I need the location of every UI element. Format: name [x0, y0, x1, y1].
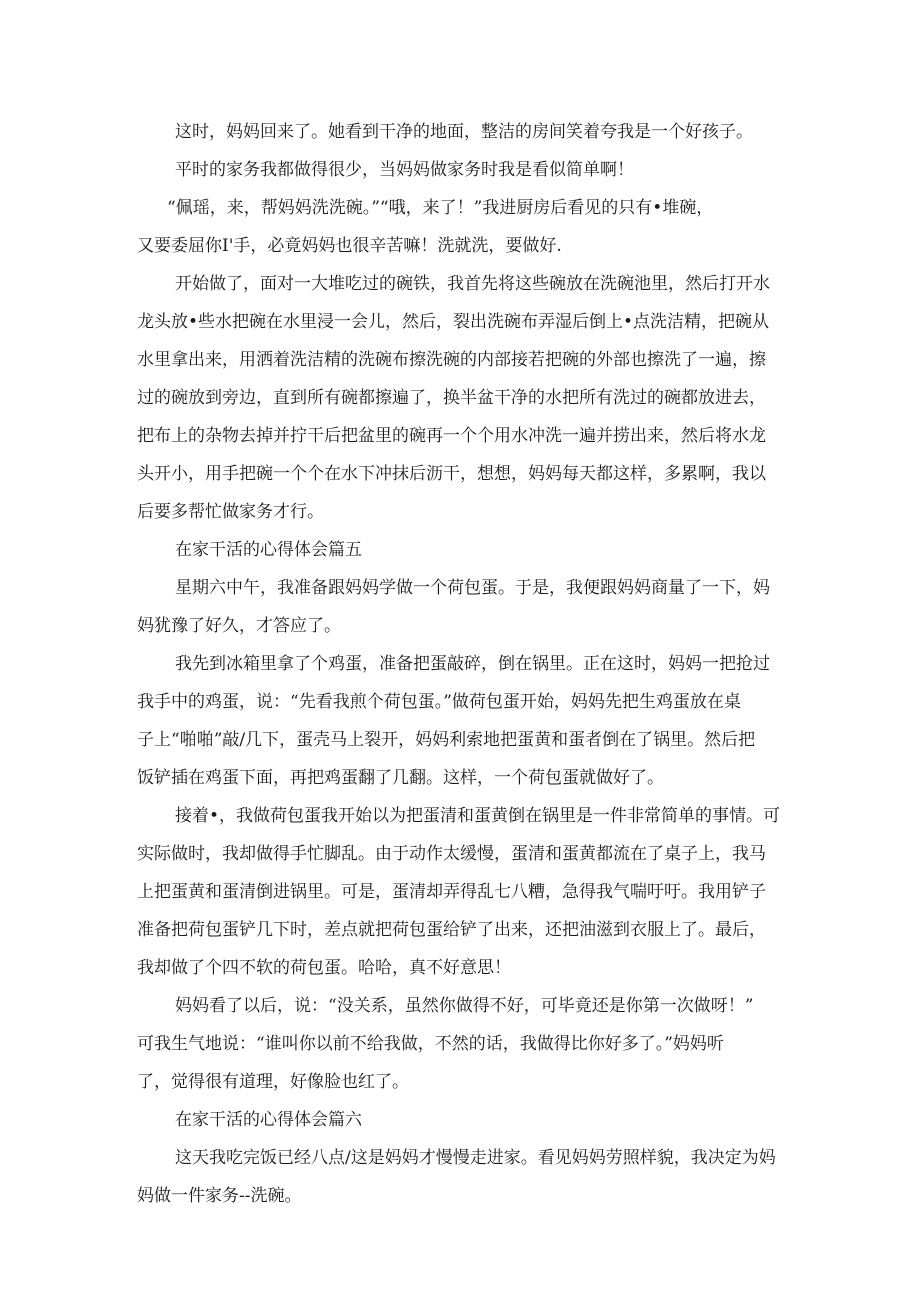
paragraph-line: 星期六中午，我准备跟妈妈学做一个荷包蛋。于是，我便跟妈妈商量了一下，妈 [175, 578, 770, 598]
paragraph-line: 我却做了个四不软的荷包蛋。哈哈，真不好意思！ [137, 958, 511, 978]
paragraph-line: 过的碗放到旁边，直到所有碗都擦遍了，换半盆干净的水把所有洗过的碗都放进去， [137, 388, 766, 408]
paragraph-line: 上把蛋黄和蛋清倒进锅里。可是，蛋清却弄得乱七八糟，急得我气喘吁吁。我用铲子 [137, 882, 766, 902]
section-heading: 在家干活的心得体会篇六 [175, 1110, 362, 1130]
paragraph-line: 这时，妈妈回来了。她看到干净的地面，整洁的房间笑着夸我是一个好孩子。 [175, 122, 753, 142]
paragraph-line: 平时的家务我都做得很少，当妈妈做家务时我是看似简单啊！ [175, 160, 634, 180]
paragraph-line: 实际做时，我却做得手忙脚乱。由于动作太缓慢，蛋清和蛋黄都流在了桌子上，我马 [137, 844, 766, 864]
paragraph-line: 可我生气地说：“谁叫你以前不给我做，不然的话，我做得比你好多了。”妈妈听 [137, 1034, 724, 1054]
paragraph-line: 妈犹豫了好久，才答应了。 [137, 616, 341, 636]
paragraph-line: 我手中的鸡蛋，说：“先看我煎个荷包蛋。”做荷包蛋开始，妈妈先把生鸡蛋放在桌 [137, 692, 741, 712]
paragraph-line: 头开小，用手把碗一个个在水下冲抹后沥干，想想，妈妈每天都这样，多累啊，我以 [137, 464, 766, 484]
section-heading: 在家干活的心得体会篇五 [175, 540, 362, 560]
paragraph-line: 妈妈看了以后，说：“没关系，虽然你做得不好，可毕竟还是你第一次做呀！” [175, 996, 754, 1016]
paragraph-line: 准备把荷包蛋铲几下时，差点就把荷包蛋给铲了出来，还把油滋到衣服上了。最后， [137, 920, 766, 940]
paragraph-line: 又要委屈你I'手，必竟妈妈也很辛苦嘛！洗就洗，要做好. [137, 236, 562, 256]
paragraph-line: “佩瑶，来，帮妈妈洗洗碗。”“哦，来了！”我进厨房后看见的只有•堆碗， [167, 198, 714, 218]
paragraph-line: 后要多帮忙做家务才行。 [137, 502, 324, 522]
paragraph-line: 我先到冰箱里拿了个鸡蛋，准备把蛋敲碎，倒在锅里。正在这时，妈妈一把抢过 [175, 654, 770, 674]
paragraph-line: 接着•，我做荷包蛋我开始以为把蛋清和蛋黄倒在锅里是一件非常简单的事情。可 [175, 806, 781, 826]
paragraph-line: 水里拿出来，用洒着洗洁精的洗碗布擦洗碗的内部接若把碗的外部也擦洗了一遍，擦 [137, 350, 766, 370]
paragraph-line: 子上“啪啪”敲/几下，蛋壳马上裂开，妈妈利索地把蛋黄和蛋者倒在了锅里。然后把 [137, 730, 756, 750]
paragraph-line: 把布上的杂物去掉并拧干后把盆里的碗再一个个用水冲洗一遍并捞出来，然后将水龙 [137, 426, 766, 446]
paragraph-line: 龙头放•些水把碗在水里浸一会儿，然后，裂出洗碗布弄湿后倒上•点洗洁精，把碗从 [137, 312, 770, 332]
paragraph-line: 这天我吃完饭已经八点/这是妈妈才慢慢走进家。看见妈妈劳照样貌，我决定为妈 [175, 1148, 776, 1168]
paragraph-line: 了，觉得很有道理，好像脸也红了。 [137, 1072, 409, 1092]
paragraph-line: 开始做了，面对一大堆吃过的碗铁，我首先将这些碗放在洗碗池里，然后打开水 [175, 274, 770, 294]
paragraph-line: 饭铲插在鸡蛋下面，再把鸡蛋翻了几翻。这样，一个荷包蛋就做好了。 [137, 768, 664, 788]
paragraph-line: 妈做一件家务--洗碗。 [137, 1186, 302, 1206]
